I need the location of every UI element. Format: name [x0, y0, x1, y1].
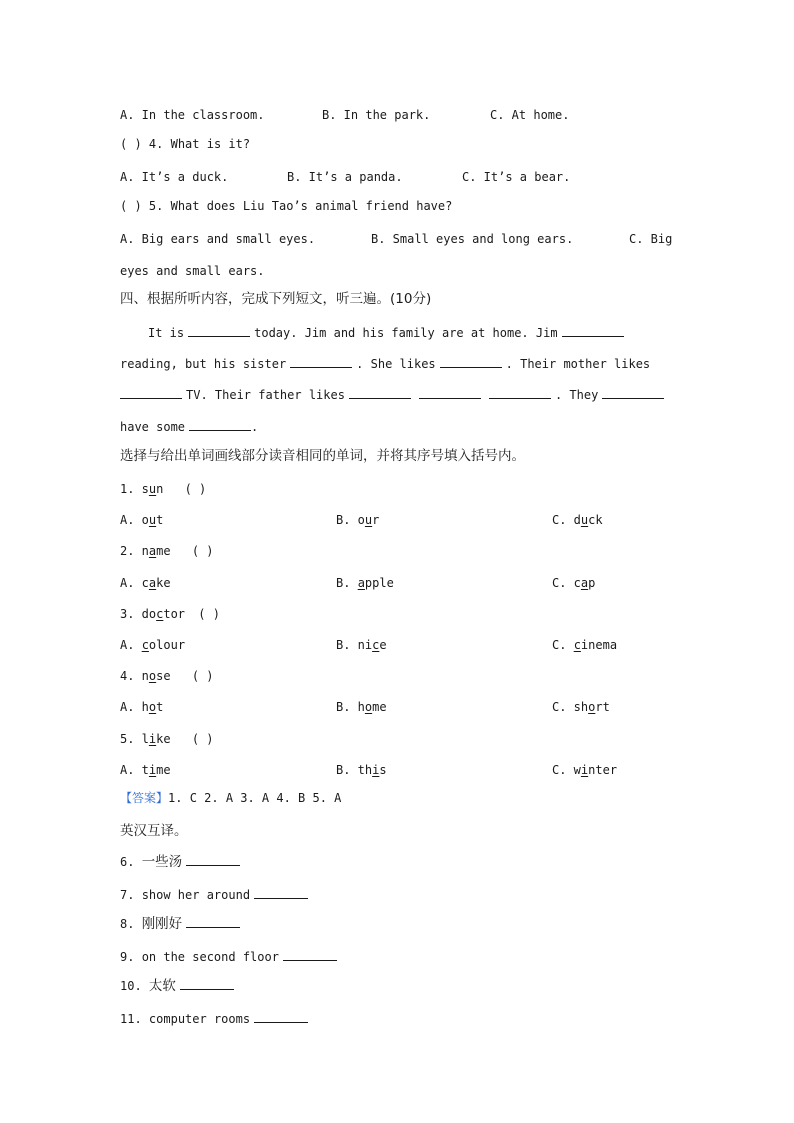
answer-paren[interactable]: ( )	[198, 607, 220, 621]
fill-blank[interactable]	[186, 916, 240, 928]
underlined-letter: i	[148, 763, 157, 777]
item-text: 一些汤	[141, 854, 183, 870]
word-part: 4. n	[120, 669, 149, 683]
word-part: A. h	[120, 700, 149, 714]
q3-option-a: A. In the classroom.	[120, 108, 265, 122]
word-part: 1. s	[120, 482, 149, 496]
item-text: 刚刚好	[141, 916, 183, 932]
underlined-letter: o	[364, 700, 373, 714]
word-part: C.	[552, 638, 574, 652]
word-part: inema	[580, 638, 618, 652]
translation-item-9	[120, 949, 341, 965]
item-number: 10.	[120, 979, 142, 993]
word-part: B. o	[336, 513, 365, 527]
item-number: 8.	[120, 917, 135, 931]
fill-blank[interactable]	[349, 387, 411, 399]
item-text: 太软	[148, 978, 176, 994]
word-part: tor	[163, 607, 186, 621]
word-part: C. c	[552, 576, 581, 590]
phonics-question-5	[120, 731, 214, 747]
underlined-letter: u	[364, 513, 373, 527]
word-part: n	[156, 482, 164, 496]
answer-paren[interactable]: ( )	[191, 544, 214, 558]
underlined-letter: o	[148, 669, 157, 683]
word-part: s	[379, 763, 387, 777]
underlined-letter: c	[156, 607, 164, 621]
option-c[interactable]	[552, 637, 617, 653]
q4-option-b: B. It’s a panda.	[287, 170, 403, 184]
option-a[interactable]	[120, 637, 185, 653]
q5-option-b: B. Small eyes and long ears.	[371, 232, 574, 246]
phonics-question-1	[120, 481, 206, 497]
passage-line-3	[120, 387, 668, 403]
phonics-question-3	[120, 606, 220, 622]
word-part: ke	[156, 732, 171, 746]
passage-text: TV. Their father likes	[186, 388, 345, 402]
fill-blank[interactable]	[290, 356, 352, 368]
q4-answer-paren: ( )	[120, 137, 142, 151]
underlined-letter: u	[148, 513, 157, 527]
option-b[interactable]	[336, 637, 387, 653]
option-a[interactable]	[120, 699, 163, 715]
answer-row	[120, 790, 341, 806]
item-number: 9.	[120, 950, 135, 964]
item-number: 11.	[120, 1012, 142, 1026]
word-part: t	[156, 513, 164, 527]
underlined-letter: u	[580, 513, 589, 527]
option-b[interactable]	[336, 762, 387, 778]
underlined-letter: i	[148, 732, 157, 746]
phonics-question-4	[120, 668, 214, 684]
word-part: B.	[336, 576, 358, 590]
option-b[interactable]	[336, 699, 387, 715]
answer-paren[interactable]: ( )	[191, 732, 214, 746]
q4-question	[120, 136, 250, 152]
passage-text: .	[251, 420, 259, 434]
q4-option-a: A. It’s a duck.	[120, 170, 229, 184]
word-part: nter	[588, 763, 618, 777]
fill-blank[interactable]	[283, 949, 337, 961]
fill-blank[interactable]	[254, 887, 308, 899]
word-part: A. t	[120, 763, 149, 777]
answer-text: 1. C 2. A 3. A 4. B 5. A	[168, 791, 342, 805]
word-part: me	[156, 544, 171, 558]
q5-option-a: A. Big ears and small eyes.	[120, 232, 316, 246]
word-part: B. th	[336, 763, 373, 777]
fill-blank[interactable]	[419, 387, 481, 399]
passage-text: . She likes	[356, 357, 436, 371]
passage-line-2	[120, 356, 650, 372]
q4-option-c: C. It’s a bear.	[462, 170, 571, 184]
q5-question	[120, 198, 452, 214]
fill-blank[interactable]	[562, 325, 624, 337]
underlined-letter: i	[372, 763, 380, 777]
q5-answer-paren: ( )	[120, 199, 142, 213]
option-c[interactable]	[552, 699, 610, 715]
q5-option-c: C. Big	[629, 232, 673, 246]
option-b[interactable]	[336, 512, 379, 528]
underlined-letter: a	[148, 544, 157, 558]
section4-heading: 四、根据所听内容，完成下列短文，听三遍。(10分)	[120, 291, 432, 307]
translation-instruction: 英汉互译。	[120, 823, 188, 839]
option-c[interactable]	[552, 512, 603, 528]
underlined-letter: c	[573, 638, 581, 652]
word-part: C. sh	[552, 700, 589, 714]
word-part: me	[156, 763, 171, 777]
word-part: B. h	[336, 700, 365, 714]
word-part: p	[588, 576, 596, 590]
item-text: on the second floor	[141, 950, 279, 964]
word-part: A. c	[120, 576, 149, 590]
q5-text: 5. What does Liu Tao’s animal friend have?	[148, 199, 453, 213]
passage-text: . They	[554, 388, 599, 402]
phonics-question-2	[120, 543, 214, 559]
fill-blank[interactable]	[186, 854, 240, 866]
item-text: show her around	[141, 888, 251, 902]
fill-blank[interactable]	[189, 419, 251, 431]
q3-option-b: B. In the park.	[322, 108, 431, 122]
fill-blank[interactable]	[180, 978, 234, 990]
passage-line-1	[148, 325, 628, 341]
translation-item-11	[120, 1011, 312, 1027]
option-c[interactable]	[552, 762, 617, 778]
item-text: computer rooms	[148, 1012, 251, 1026]
underlined-letter: a	[580, 576, 589, 590]
underlined-letter: a	[148, 576, 157, 590]
translation-item-7	[120, 887, 312, 903]
q3-option-c: C. At home.	[490, 108, 570, 122]
word-part: rt	[595, 700, 610, 714]
word-part: 5. l	[120, 732, 149, 746]
option-b[interactable]	[336, 575, 394, 591]
fill-blank[interactable]	[440, 356, 502, 368]
item-number: 6.	[120, 855, 135, 869]
passage-text: It is	[148, 326, 185, 340]
word-part: t	[156, 700, 164, 714]
fill-blank[interactable]	[254, 1011, 308, 1023]
word-part: ke	[156, 576, 171, 590]
passage-text: reading, but his sister	[120, 357, 287, 371]
word-part: me	[372, 700, 387, 714]
passage-text: have some	[120, 420, 186, 434]
underlined-letter: o	[148, 700, 157, 714]
underlined-letter: i	[580, 763, 589, 777]
word-part: A.	[120, 638, 142, 652]
answer-label: 【答案】	[120, 791, 169, 805]
underlined-letter: o	[588, 700, 596, 714]
passage-text: . Their mother likes	[505, 357, 651, 371]
word-part: ck	[588, 513, 603, 527]
word-part: A. o	[120, 513, 149, 527]
underlined-letter: u	[148, 482, 157, 496]
word-part: 3. do	[120, 607, 157, 621]
word-part: r	[372, 513, 380, 527]
word-part: se	[156, 669, 171, 683]
answer-paren[interactable]: ( )	[191, 669, 214, 683]
q5-option-c-continued: eyes and small ears.	[120, 264, 265, 278]
translation-item-10	[120, 978, 238, 994]
fill-blank[interactable]	[489, 387, 551, 399]
item-number: 7.	[120, 888, 135, 902]
passage-text: today. Jim and his family are at home. Jim	[254, 326, 558, 340]
underlined-letter: c	[141, 638, 149, 652]
fill-blank[interactable]	[602, 387, 664, 399]
q4-text: 4. What is it?	[148, 137, 251, 151]
underlined-letter: c	[372, 638, 380, 652]
word-part: 2. n	[120, 544, 149, 558]
passage-line-4	[120, 419, 258, 435]
word-part: C. d	[552, 513, 581, 527]
word-part: olour	[148, 638, 186, 652]
word-part: e	[379, 638, 387, 652]
word-part: B. ni	[336, 638, 373, 652]
word-part: C. w	[552, 763, 581, 777]
option-c[interactable]	[552, 575, 595, 591]
underlined-letter: a	[357, 576, 365, 590]
translation-item-6	[120, 854, 244, 870]
phonics-instruction: 选择与给出单词画线部分读音相同的单词，并将其序号填入括号内。	[120, 448, 525, 464]
option-a[interactable]	[120, 575, 171, 591]
answer-paren[interactable]: ( )	[184, 482, 207, 496]
fill-blank[interactable]	[188, 325, 250, 337]
translation-item-8	[120, 916, 244, 932]
option-a[interactable]	[120, 762, 171, 778]
word-part: pple	[364, 576, 394, 590]
option-a[interactable]	[120, 512, 163, 528]
fill-blank[interactable]	[120, 387, 182, 399]
